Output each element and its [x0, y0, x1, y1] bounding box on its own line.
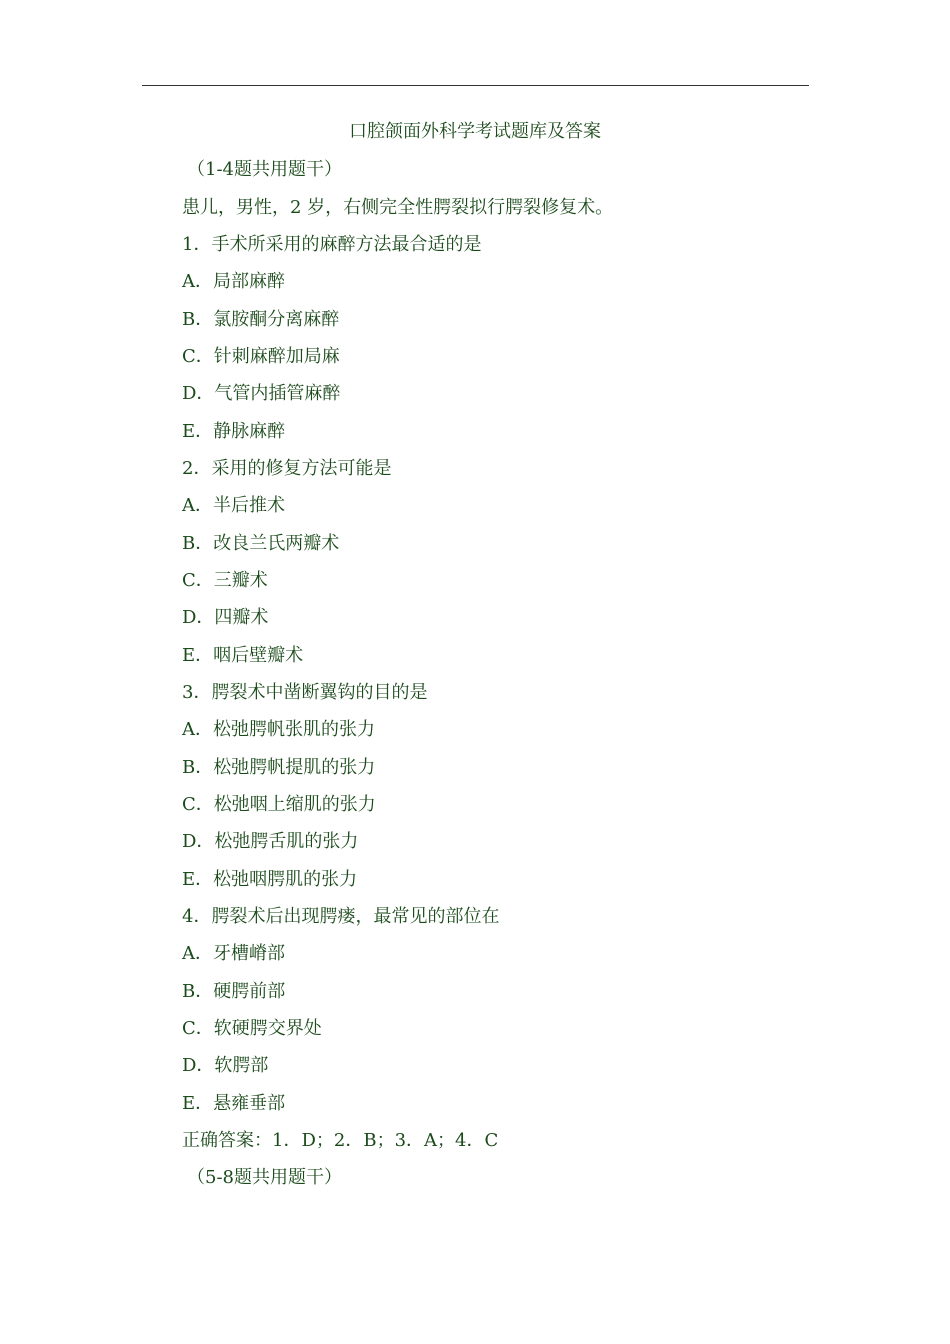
question-group-header: （5-8题共用题干） — [187, 1167, 342, 1188]
option-2b: B．改良兰氏两瓣术 — [182, 533, 340, 554]
answer-key: 正确答案：1．D；2．B；3．A；4．C — [182, 1130, 499, 1151]
header-rule — [142, 85, 809, 86]
option-4c: C．软硬腭交界处 — [182, 1018, 322, 1039]
option-3e: E．松弛咽腭肌的张力 — [182, 869, 358, 890]
question-4: 4．腭裂术后出现腭瘘，最常见的部位在 — [182, 906, 500, 927]
option-3c: C．松弛咽上缩肌的张力 — [182, 794, 376, 815]
option-4d: D．软腭部 — [182, 1055, 269, 1076]
option-3d: D．松弛腭舌肌的张力 — [182, 831, 359, 852]
option-1c: C．针刺麻醉加局麻 — [182, 346, 340, 367]
option-1e: E．静脉麻醉 — [182, 421, 286, 442]
option-2a: A．半后推术 — [182, 495, 285, 516]
option-3b: B．松弛腭帆提肌的张力 — [182, 757, 376, 778]
question-group-header: （1-4题共用题干） — [187, 159, 342, 180]
option-4b: B．硬腭前部 — [182, 981, 286, 1002]
document-title: 口腔颌面外科学考试题库及答案 — [349, 121, 601, 142]
option-1a: A．局部麻醉 — [182, 271, 285, 292]
question-2: 2．采用的修复方法可能是 — [182, 458, 392, 479]
option-4e: E．悬雍垂部 — [182, 1093, 286, 1114]
option-1b: B．氯胺酮分离麻醉 — [182, 309, 340, 330]
option-2d: D．四瓣术 — [182, 607, 269, 628]
option-3a: A．松弛腭帆张肌的张力 — [182, 719, 375, 740]
question-1: 1．手术所采用的麻醉方法最合适的是 — [182, 234, 482, 255]
question-stem: 患儿，男性，2 岁，右侧完全性腭裂拟行腭裂修复术。 — [182, 197, 614, 218]
question-3: 3．腭裂术中凿断翼钩的目的是 — [182, 682, 428, 703]
option-1d: D．气管内插管麻醉 — [182, 383, 341, 404]
option-2c: C．三瓣术 — [182, 570, 268, 591]
option-4a: A．牙槽嵴部 — [182, 943, 285, 964]
option-2e: E．咽后壁瓣术 — [182, 645, 304, 666]
